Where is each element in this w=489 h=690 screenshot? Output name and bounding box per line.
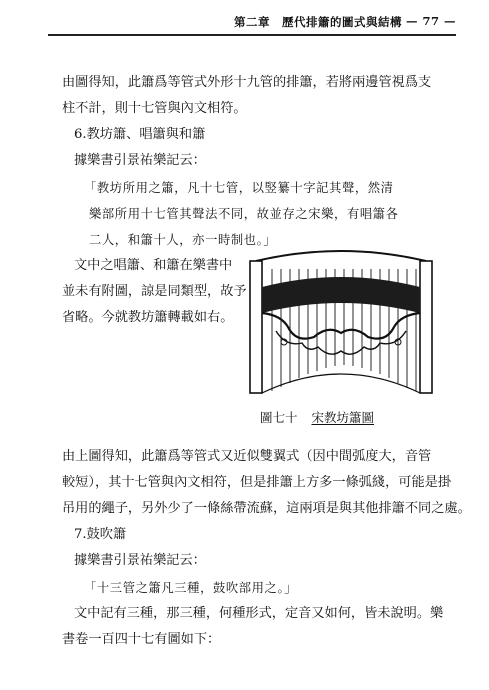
section-title: 6.教坊簫、唱簫與和簫 xyxy=(74,127,206,142)
citation-line: 據樂書引景祐樂記云： xyxy=(74,153,206,168)
paragraph-line: 由上圖得知，此簫爲等管式又近似雙翼式（因中間弧度大，音管 xyxy=(62,449,432,464)
citation-line: 據樂書引景祐樂記云： xyxy=(74,553,206,568)
section-title: 7.鼓吹簫 xyxy=(74,527,127,542)
paragraph-line: 書卷一百四十七有圖如下： xyxy=(62,632,221,647)
paragraph-line: 較短），其十七管與內文相符，但是排簫上方多一條弧綫，可能是掛 xyxy=(62,475,452,490)
paragraph-line: 省略。今就教坊簫轉載如右。 xyxy=(62,310,234,325)
quote-line: 「教坊所用之簫，凡十七管，以竪纂十字記其聲，然清 xyxy=(84,181,394,195)
paragraph-line: 柱不計，則十七管與內文相符。 xyxy=(62,101,247,116)
quote-line: 「十三管之簫凡三種，鼓吹部用之。」 xyxy=(84,581,298,595)
chapter-title: 第二章 歷代排簫的圖式與結構 xyxy=(234,15,402,29)
figure-number: 圖七十 xyxy=(260,410,298,425)
quote-line: 樂部所用十七管其聲法不同，故並存之宋樂，有唱簫各 xyxy=(89,207,399,221)
figure-title: 宋教坊簫圖 xyxy=(311,410,375,425)
quote-line: 二人，和簫十人，亦一時制也。」 xyxy=(89,233,277,247)
figure-paixiao-illustration xyxy=(236,247,446,405)
page-header xyxy=(234,14,456,32)
page-number: — 77 — xyxy=(405,14,456,28)
paragraph-line: 吊用的繩子，另外少了一條絲帶流蘇，這兩項是與其他排簫不同之處。 xyxy=(62,501,471,516)
figure-caption xyxy=(260,408,388,426)
paragraph-line: 並未有附圖，諒是同類型，故予 xyxy=(62,284,247,299)
paragraph-line: 文中之唱簫、和簫在樂書中 xyxy=(74,258,233,273)
header-rule xyxy=(48,34,456,36)
paragraph-line: 文中記有三種，那三種，何種形式，定音又如何，皆未說明。樂 xyxy=(74,606,444,621)
paragraph-line: 由圖得知，此簫爲等管式外形十九管的排簫，若將兩邊管視爲支 xyxy=(62,75,432,90)
